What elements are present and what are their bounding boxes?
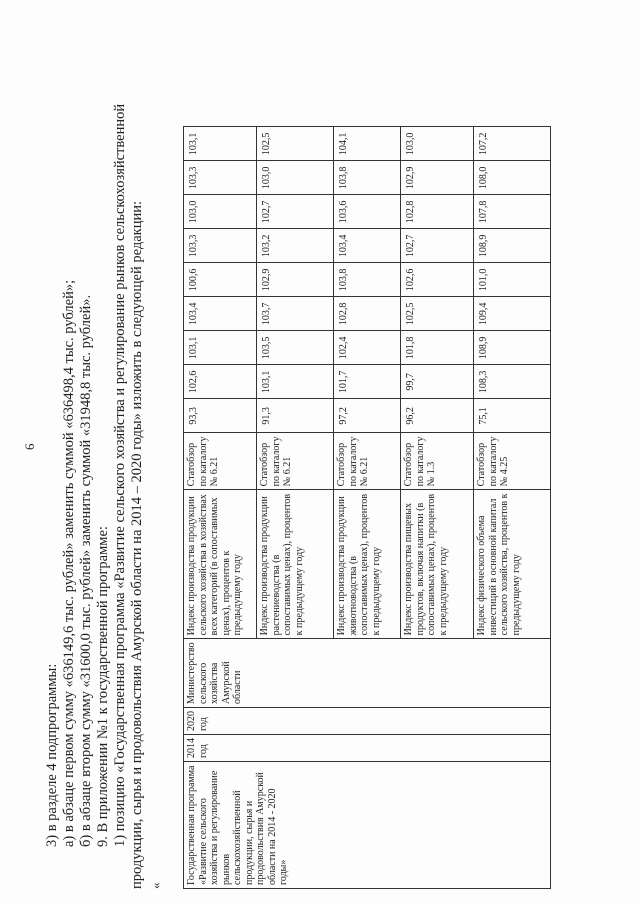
- value-cell: 91,3: [257, 399, 334, 433]
- table-row: [184, 127, 257, 889]
- value-cell: 102,6: [401, 263, 474, 297]
- value-cell: 103,1: [184, 331, 257, 365]
- value-cell: 103,4: [184, 297, 257, 331]
- page-number: 6: [22, 443, 37, 450]
- value-cell: 103,0: [257, 161, 334, 195]
- source-cell: Статобзор по каталогу № 1.3: [401, 433, 474, 490]
- value-cell: 103,5: [257, 331, 334, 365]
- value-cell: 102,7: [257, 195, 334, 229]
- value-cell: 103,0: [184, 195, 257, 229]
- value-cell: 102,6: [184, 365, 257, 399]
- value-cell: 103,1: [184, 127, 257, 161]
- value-cell: 107,8: [474, 195, 551, 229]
- value-cell: 102,5: [257, 127, 334, 161]
- value-cell: 102,8: [334, 297, 401, 331]
- opening-quote: «: [148, 882, 163, 889]
- value-cell: 102,7: [401, 229, 474, 263]
- value-cell: 103,8: [334, 263, 401, 297]
- indicator-cell: Индекс производства продукции растениеводства (в сопоставимых ценах), процентов к предыдущему году: [257, 490, 334, 639]
- paragraph-position-1: 1) позицию «Государственная программа «Развитие сельского хозяйства и регулирование рынков сельскохозяйственной: [112, 103, 128, 847]
- value-cell: 108,0: [474, 161, 551, 195]
- value-cell: 107,2: [474, 127, 551, 161]
- value-cell: 108,3: [474, 365, 551, 399]
- value-cell: 102,5: [401, 297, 474, 331]
- value-cell: 102,9: [401, 161, 474, 195]
- source-cell: Статобзор по каталогу № 6.21: [334, 433, 401, 490]
- indicator-cell: Индекс производства пищевых продуктов, включая напитки (в сопоставимых ценах), процентов к предыдущему году: [401, 490, 474, 639]
- value-cell: 103,7: [257, 297, 334, 331]
- value-cell: 109,4: [474, 297, 551, 331]
- value-cell: 75,1: [474, 399, 551, 433]
- paragraph-position-1-cont: продукции, сырья и продовольствия Амурской области на 2014 – 2020 годы» изложить в следующей редакции:: [129, 201, 145, 889]
- year-end-cell: 2020 год: [184, 708, 551, 735]
- indicator-cell: Индекс производства продукции животноводства (в сопоставимых ценах), процентов к предыдущему году: [334, 490, 401, 639]
- value-cell: 104,1: [334, 127, 401, 161]
- executor-cell: Министерство сельского хозяйства Амурской области: [184, 639, 551, 708]
- year-start-cell: 2014 год: [184, 735, 551, 762]
- paragraph-item-b: б) в абзаце втором сумму «31600,0 тыс. рублей» заменить суммой «31948,8 тыс. рублей».: [78, 294, 94, 847]
- value-cell: 102,4: [334, 331, 401, 365]
- value-cell: 103,3: [184, 229, 257, 263]
- indicator-cell: Индекс производства продукции сельского хозяйства в хозяйствах всех категорий (в сопоставимых ценах), процентов к предыдущему году: [184, 490, 257, 639]
- value-cell: 101,0: [474, 263, 551, 297]
- paragraph-item-a: а) в абзаце первом сумму «636149,6 тыс. рублей» заменить суммой «636498,4 тыс. рублей»;: [61, 279, 77, 847]
- value-cell: 103,0: [401, 127, 474, 161]
- paragraph-section-4: 3) в разделе 4 подпрограммы:: [44, 663, 60, 847]
- program-name-cell: Государственная программа «Развитие сельского хозяйства и регулирование рынков сельскохозяйственной продукции, сырья и продовольствия Амурской области на 2014 - 2020 годы»: [184, 762, 551, 889]
- value-cell: 108,9: [474, 331, 551, 365]
- value-cell: 93,3: [184, 399, 257, 433]
- value-cell: 103,1: [257, 365, 334, 399]
- value-cell: 103,2: [257, 229, 334, 263]
- value-cell: 103,3: [184, 161, 257, 195]
- value-cell: 100,6: [184, 263, 257, 297]
- value-cell: 101,7: [334, 365, 401, 399]
- value-cell: 102,8: [401, 195, 474, 229]
- indicators-table: [183, 126, 551, 889]
- paragraph-appendix: 9. В приложении №1 к государственной программе:: [95, 526, 111, 847]
- value-cell: 102,9: [257, 263, 334, 297]
- source-cell: Статобзор по каталогу № 6.21: [257, 433, 334, 490]
- value-cell: 96,2: [401, 399, 474, 433]
- value-cell: 103,8: [334, 161, 401, 195]
- indicator-cell: Индекс физического объема инвестиций в основной капитал сельского хозяйства, процентов к предыдущему году: [474, 490, 551, 639]
- value-cell: 103,4: [334, 229, 401, 263]
- source-cell: Статобзор по каталогу № 6.21: [184, 433, 257, 490]
- value-cell: 99,7: [401, 365, 474, 399]
- source-cell: Статобзор по каталогу № 4.25: [474, 433, 551, 490]
- value-cell: 97,2: [334, 399, 401, 433]
- value-cell: 108,9: [474, 229, 551, 263]
- value-cell: 103,6: [334, 195, 401, 229]
- value-cell: 101,8: [401, 331, 474, 365]
